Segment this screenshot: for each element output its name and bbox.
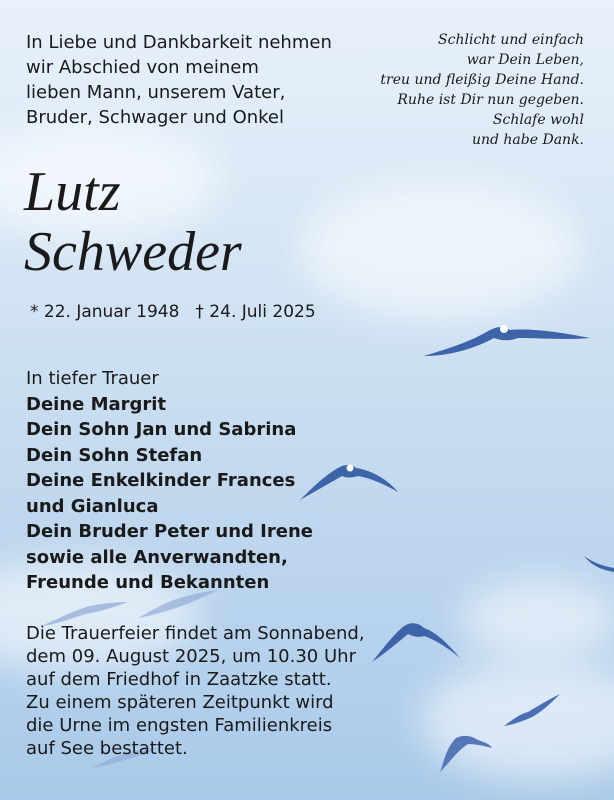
seagull-icon [298, 458, 402, 504]
mourner-line: Deine Enkelkinder Frances [26, 470, 296, 491]
mourner-line: und Gianluca [26, 495, 159, 517]
seagull-icon [434, 722, 494, 774]
intro-line: wir Abschied von meinem [26, 57, 259, 78]
service-line: Die Trauerfeier findet am Sonnabend, [26, 623, 365, 644]
intro-line: In Liebe und Dankbarkeit nehmen [26, 32, 332, 53]
intro-line: Bruder, Schwager und Onkel [26, 107, 285, 128]
mourner-line: Deine Margrit [26, 393, 167, 415]
cloud [460, 580, 614, 660]
mourner-line: Dein Sohn Stefan [26, 444, 203, 466]
life-dates [30, 300, 316, 324]
seagull-icon [502, 690, 562, 730]
poem-line: treu und fleißig Deine Hand. [380, 72, 584, 88]
mourner-line: Dein Sohn Jan und Sabrina [26, 419, 297, 440]
poem-line: war Dein Leben, [466, 52, 584, 68]
cloud [300, 180, 580, 320]
mourner-line: sowie alle Anverwandten, [26, 546, 288, 568]
poem-line: Schlafe wohl [492, 112, 584, 128]
mourners-list [26, 366, 313, 596]
intro-text [26, 30, 332, 130]
poem-line: und habe Dank. [471, 132, 584, 148]
death-date: † 24. Juli 2025 [195, 302, 316, 322]
poem [380, 30, 584, 150]
seagull-icon [370, 616, 462, 666]
deceased-first-name: Lutz [24, 161, 121, 223]
service-line: die Urne im engsten Familienkreis [26, 715, 333, 736]
birth-date: * 22. Januar 1948 [30, 302, 180, 322]
seagull-icon [420, 318, 595, 363]
service-line: auf dem Friedhof in Zaatzke statt. [26, 669, 332, 690]
poem-line: Schlicht und einfach [438, 32, 584, 48]
service-line: auf See bestattet. [26, 738, 188, 759]
service-info [26, 622, 365, 760]
seagull-icon [582, 554, 614, 574]
deceased-last-name: Schweder [24, 221, 242, 283]
mourner-line: Freunde und Bekannten [26, 572, 270, 593]
service-line: dem 09. August 2025, um 10.30 Uhr [26, 646, 356, 667]
poem-line: Ruhe ist Dir nun gegeben. [397, 92, 584, 108]
mourner-line: Dein Bruder Peter und Irene [26, 521, 313, 542]
mourners-intro: In tiefer Trauer [26, 368, 159, 389]
intro-line: lieben Mann, unserem Vater, [26, 82, 286, 103]
service-line: Zu einem späteren Zeitpunkt wird [26, 692, 334, 713]
